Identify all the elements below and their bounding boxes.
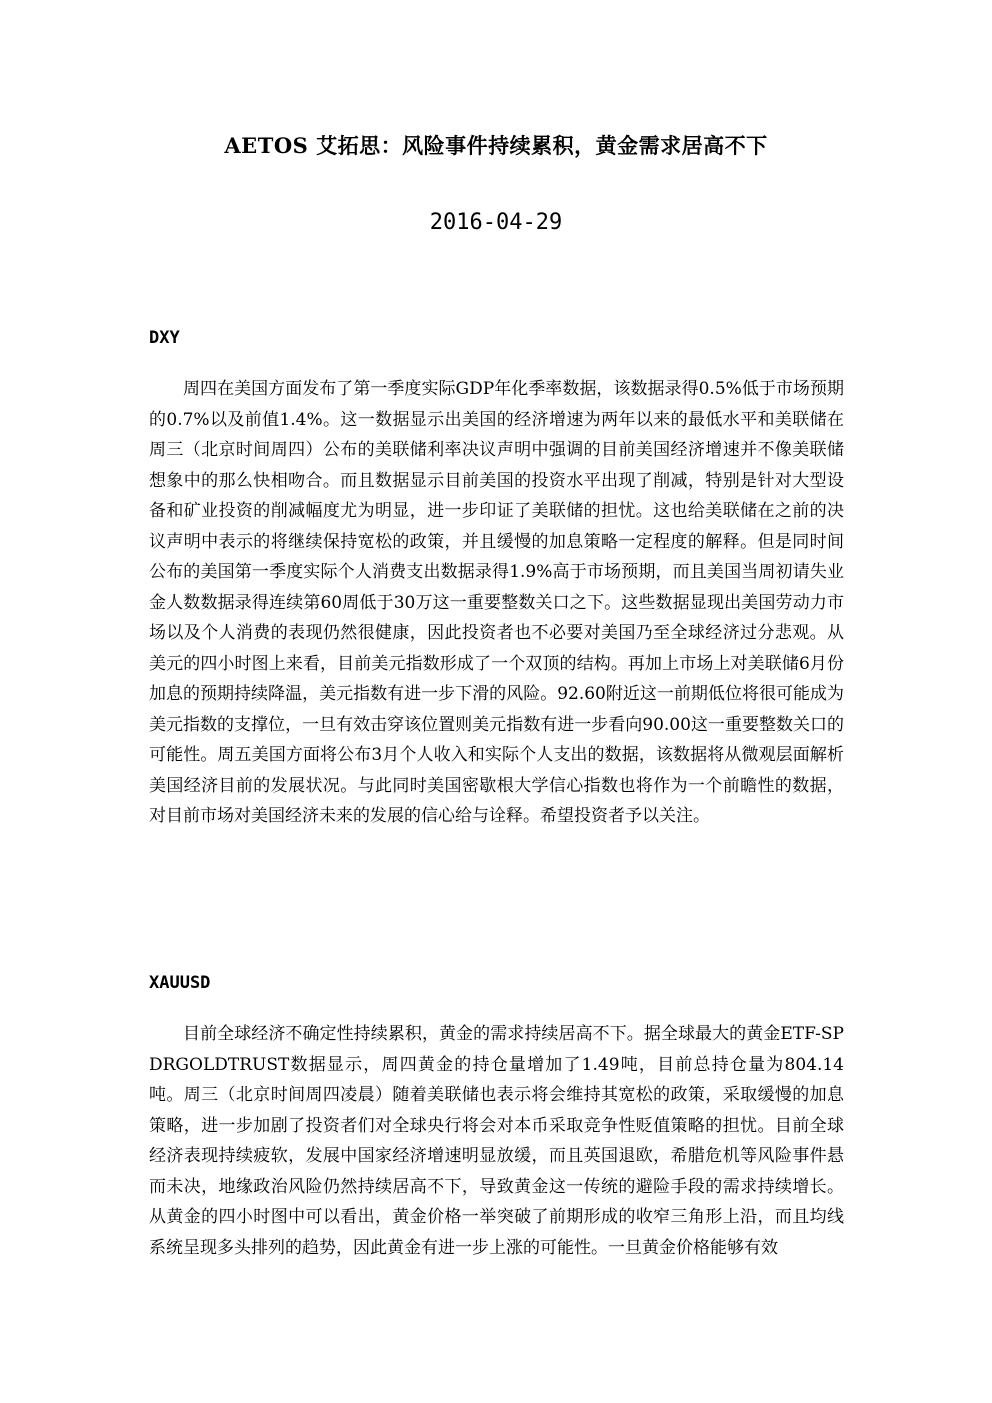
document-title: AETOS 艾拓思：风险事件持续累积，黄金需求居高不下 xyxy=(224,133,768,158)
section-heading-dxy: DXY xyxy=(149,328,180,348)
section-body-xauusd: 目前全球经济不确定性持续累积，黄金的需求持续居高不下。据全球最大的黄金ETF-SPDRGOLDTRUST数据显示，周四黄金的持仓量增加了1.49吨，目前总持仓量为804.14吨。周三（北京时间周四凌晨）随着美联储也表示将会维持其宽松的政策，采取缓慢的加息策略，进一步加剧了投资者们对全球央行将会对本币采取竞争性贬值策略的担忧。目前全球经济表现持续疲软，发展中国家经济增速明显放缓，而且英国退欧，希腊危机等风险事件悬而未决，地缘政治风险仍然持续居高不下，导致黄金这一传统的避险手段的需求持续增长。从黄金的四小时图中可以看出，黄金价格一举突破了前期形成的收窄三角形上沿，而且均线系统呈现多头排列的趋势，因此黄金有进一步上涨的可能性。一旦黄金价格能够有效 xyxy=(149,1024,844,1258)
section-heading-xauusd: XAUUSD xyxy=(149,973,211,993)
section-body-dxy: 周四在美国方面发布了第一季度实际GDP年化季率数据，该数据录得0.5%低于市场预期的0.7%以及前值1.4%。这一数据显示出美国的经济增速为两年以来的最低水平和美联储在周三（北京时间周四）公布的美联储利率决议声明中强调的目前美国经济增速并不像美联储想象中的那么快相吻合。而且数据显示目前美国的投资水平出现了削减，特别是针对大型设备和矿业投资的削减幅度尤为明显，进一步印证了美联储的担忧。这也给美联储在之前的决议声明中表示的将继续保持宽松的政策，并且缓慢的加息策略一定程度的解释。但是同时间公布的美国第一季度实际个人消费支出数据录得1.9%高于市场预期，而且美国当周初请失业金人数数据录得连续第60周低于30万这一重要整数关口之下。这些数据显现出美国劳动力市场以及个人消费的表现仍然很健康，因此投资者也不必要对美国乃至全球经济过分悲观。从美元的四小时图上来看，目前美元指数形成了一个双顶的结构。再加上市场上对美联储6月份加息的预期持续降温，美元指数有进一步下滑的风险。92.60附近这一前期低位将很可能成为美元指数的支撑位，一旦有效击穿该位置则美元指数有进一步看向90.00这一重要整数关口的可能性。周五美国方面将公布3月个人收入和实际个人支出的数据，该数据将从微观层面解析美国经济目前的发展状况。与此同时美国密歇根大学信心指数也将作为一个前瞻性的数据，对目前市场对美国经济未来的发展的信心给与诠释。希望投资者予以关注。 xyxy=(149,379,844,826)
document-date: 2016-04-29 xyxy=(429,210,563,235)
